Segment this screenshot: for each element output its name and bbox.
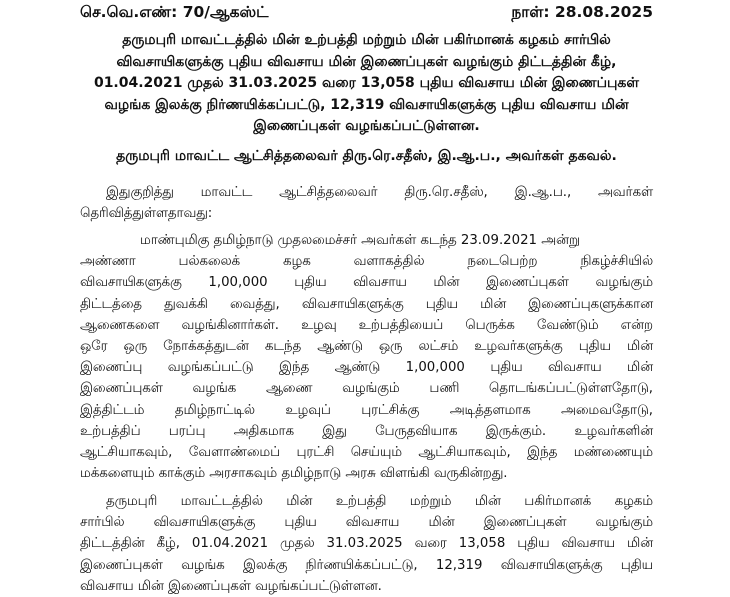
paragraph-line: விவசாயிகளுக்கு 1,00,000 புதிய விவசாய மின் இணைப்புகள் வழங்கும் — [80, 275, 653, 291]
title-line: 01.04.2021 முதல் 31.03.2025 வரை 13,058 புதிய விவசாய மின் இணைப்புகள் — [93, 75, 640, 91]
paragraph-line: தருமபுரி மாவட்டத்தில் மின் உற்பத்தி மற்றும் மின் பகிர்மானக் கழகம் — [106, 494, 653, 509]
press-release-title — [80, 30, 653, 138]
paragraph-line: ஆட்சியாகவும், வேளாண்மைப் புரட்சி செய்யும் ஆட்சியாகவும், இந்த மண்ணையும் — [80, 445, 653, 461]
paragraph-line: ஒரே ஒரு நோக்கத்துடன் கடந்த ஆண்டு ஒரு லட்சம் உழவர்களுக்கு புதிய மின் — [80, 339, 653, 355]
paragraph-line: அண்ணா பல்கலைக் கழக வளாகத்தில் நடைபெற்ற நிகழ்ச்சியில் — [80, 254, 653, 270]
paragraph-line: உற்பத்திப் பரப்பு அதிகமாக இது பேருதவியாக இருக்கும். உழவர்களின் — [80, 423, 653, 439]
paragraph-line: இதுகுறித்து மாவட்ட ஆட்சித்தலைவர் திரு.ரெ.சதீஸ், இ.ஆ.ப., அவர்கள் — [106, 185, 653, 200]
release-date: நாள்: 28.08.2025 — [511, 3, 653, 21]
reference-number: செ.வெ.எண்: 70/ஆகஸ்ட் — [80, 3, 269, 21]
paragraph-line: இணைப்புகள் வழங்க இலக்கு நிர்ணயிக்கப்பட்டு, 12,319 விவசாயிகளுக்கு புதிய — [80, 557, 653, 573]
title-line: இணைப்புகள் வழங்கப்பட்டுள்ளன. — [253, 118, 480, 134]
press-release-header — [80, 3, 653, 25]
title-line: வழங்க இலக்கு நிர்ணயிக்கப்பட்டு, 12,319 விவசாயிகளுக்கு புதிய விவசாய மின் — [104, 96, 629, 113]
paragraph-line: இணைப்பு வழங்கப்பட்டு இந்த ஆண்டு 1,00,000 புதிய விவசாய மின் — [80, 360, 653, 376]
paragraph-line: திட்டத்தை துவக்கி வைத்து, விவசாயிகளுக்கு புதிய மின் இணைப்புகளுக்கான — [80, 296, 653, 312]
intro-paragraph — [80, 182, 653, 224]
main-paragraph — [80, 230, 653, 484]
paragraph-line: இணைப்புகள் வழங்க ஆணை வழங்கும் பணி தொடங்கப்பட்டுள்ளதோடு, — [80, 381, 653, 397]
paragraph-line: மாண்புமிகு தமிழ்நாடு முதலமைச்சர் அவர்கள் கடந்த 23.09.2021 அன்று — [140, 233, 581, 248]
paragraph-line: தெரிவித்துள்ளதாவது: — [80, 206, 213, 222]
paragraph-line: சார்பில் விவசாயிகளுக்கு புதிய விவசாய மின் இணைப்புகள் வழங்கும் — [80, 515, 653, 531]
paragraph-line: மக்களையும் காக்கும் அரசாகவும் தமிழ்நாடு அரசு விளங்கி வருகின்றது. — [80, 466, 508, 482]
title-line: தருமபுரி மாவட்டத்தில் மின் உற்பத்தி மற்றும் மின் பகிர்மானக் கழகம் சார்பில் — [122, 32, 611, 48]
paragraph-line: விவசாய மின் இணைப்புகள் வழங்கப்பட்டுள்ளன. — [80, 578, 382, 594]
paragraph-line: திட்டத்தின் கீழ், 01.04.2021 முதல் 31.03.2025 வரை 13,058 புதிய விவசாய மின் — [80, 536, 653, 552]
paragraph-line: இத்திட்டம் தமிழ்நாட்டில் உழவுப் புரட்சிக்கு அடித்தளமாக அமைவதோடு, — [80, 402, 653, 418]
source-attribution: தருமபுரி மாவட்ட ஆட்சித்தலைவர் திரு.ரெ.சதீஸ், இ.ஆ.ப., அவர்கள் தகவல். — [116, 148, 617, 164]
paragraph-line: ஆணைகளை வழங்கினார்கள். உழவு உற்பத்தியைப் பெருக்க வேண்டும் என்ற — [80, 317, 653, 333]
title-line: விவசாயிகளுக்கு புதிய விவசாய மின் இணைப்புகள் வழங்கும் திட்டத்தின் கீழ், — [116, 53, 617, 70]
summary-paragraph — [80, 491, 653, 597]
